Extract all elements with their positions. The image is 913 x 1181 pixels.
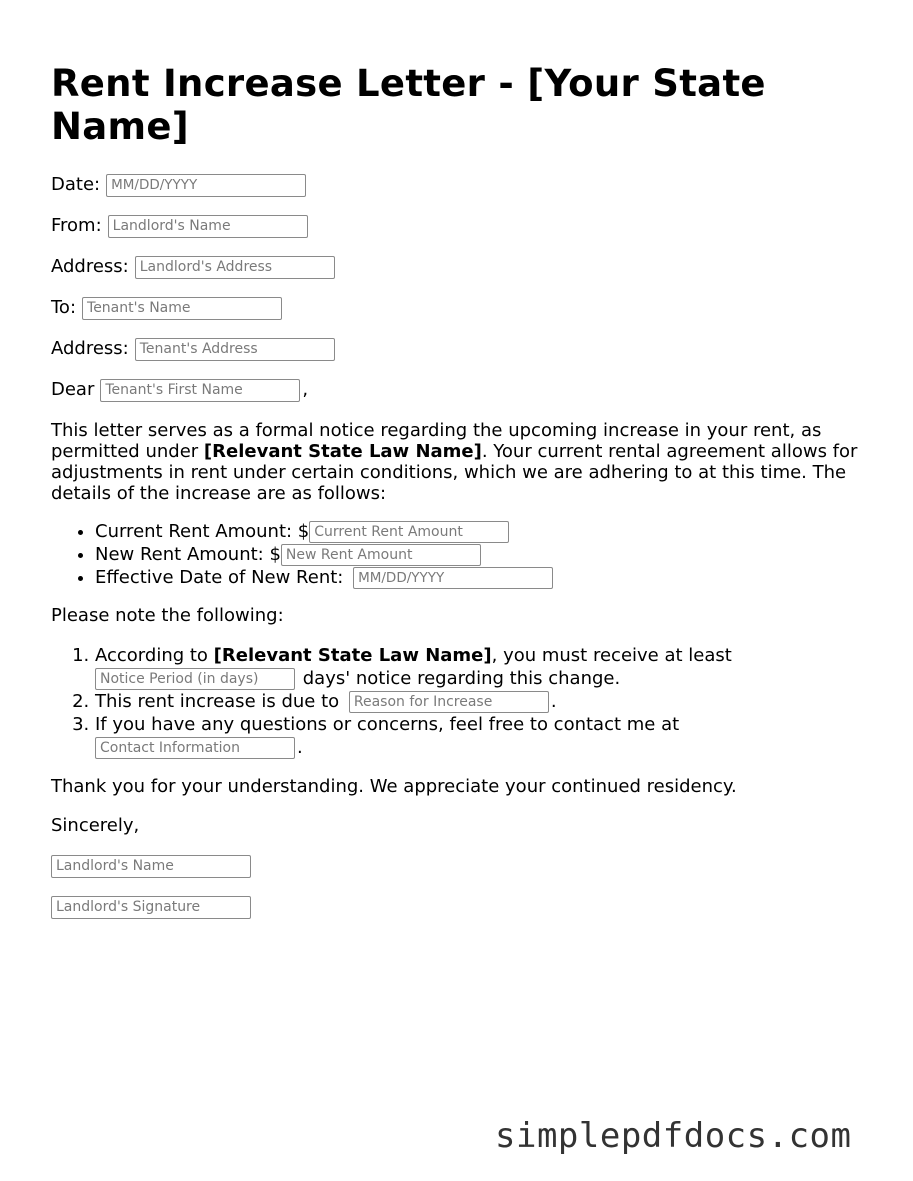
salutation-comma: ,	[302, 379, 309, 400]
tenant-address-row	[51, 337, 871, 361]
to-row	[51, 296, 871, 320]
tenant-address-input[interactable]: Tenant's Address	[135, 338, 335, 361]
effective-date-input[interactable]: MM/DD/YYYY	[353, 567, 553, 589]
landlord-address-input[interactable]: Landlord's Address	[135, 256, 335, 279]
signature-name-input[interactable]: Landlord's Name	[51, 855, 251, 878]
watermark: simplepdfdocs.com	[495, 1116, 852, 1156]
note2-tail: .	[550, 691, 557, 712]
contact-info-input[interactable]: Contact Information	[95, 737, 295, 759]
landlord-address-row	[51, 255, 871, 279]
list-item	[95, 520, 871, 543]
to-label: To:	[51, 297, 77, 318]
signature-input[interactable]: Landlord's Signature	[51, 896, 251, 919]
list-item	[95, 566, 871, 589]
new-rent-input[interactable]: New Rent Amount	[281, 544, 481, 566]
current-rent-label: Current Rent Amount: $	[95, 521, 310, 542]
dear-label: Dear	[51, 379, 95, 400]
note1-tail: days' notice regarding this change.	[302, 668, 621, 689]
from-label: From:	[51, 215, 102, 236]
date-input[interactable]: MM/DD/YYYY	[106, 174, 306, 197]
tenant-address-label: Address:	[51, 338, 129, 359]
landlord-name-input[interactable]: Landlord's Name	[108, 215, 308, 238]
from-row	[51, 214, 871, 238]
intro-law-name: [Relevant State Law Name]	[203, 441, 482, 462]
page-title: Rent Increase Letter - [Your State Name]	[51, 62, 766, 148]
list-item	[95, 713, 871, 759]
notice-period-input[interactable]: Notice Period (in days)	[95, 668, 295, 690]
note1-law-name: [Relevant State Law Name]	[213, 645, 492, 666]
note3-text-before: If you have any questions or concerns, feel free to contact me at	[95, 714, 680, 735]
intro-text-after: . Your current rental agreement allows for adjustments in rent under certain conditions, which we are adhering to at this time. The details of the increase are as follows:	[51, 441, 858, 504]
note-heading: Please note the following:	[51, 605, 284, 626]
intro-text-before: This letter serves as a formal notice regarding the upcoming increase in your rent, as permitted under	[51, 420, 822, 462]
closing-paragraph: Thank you for your understanding. We appreciate your continued residency.	[51, 776, 737, 797]
reason-input[interactable]: Reason for Increase	[349, 691, 549, 713]
note2-text-before: This rent increase is due to	[95, 691, 345, 712]
tenant-first-name-input[interactable]: Tenant's First Name	[100, 379, 300, 402]
notes-list	[51, 644, 871, 759]
date-row	[51, 173, 871, 197]
effective-date-label: Effective Date of New Rent:	[95, 567, 350, 588]
signature-block	[51, 854, 871, 919]
note3-tail: .	[297, 737, 303, 758]
tenant-name-input[interactable]: Tenant's Name	[82, 297, 282, 320]
list-item	[95, 644, 871, 690]
intro-paragraph	[51, 420, 871, 504]
signoff: Sincerely,	[51, 815, 140, 836]
landlord-address-label: Address:	[51, 256, 129, 277]
list-item	[95, 543, 871, 566]
current-rent-input[interactable]: Current Rent Amount	[309, 521, 509, 543]
note1-text-after: , you must receive at least	[491, 645, 732, 666]
new-rent-label: New Rent Amount: $	[95, 544, 281, 565]
salutation-row	[51, 378, 871, 402]
letter-page	[51, 62, 871, 919]
list-item	[95, 690, 871, 713]
rent-details-list	[51, 520, 871, 589]
date-label: Date:	[51, 174, 101, 195]
note1-text-before: According to	[95, 645, 214, 666]
